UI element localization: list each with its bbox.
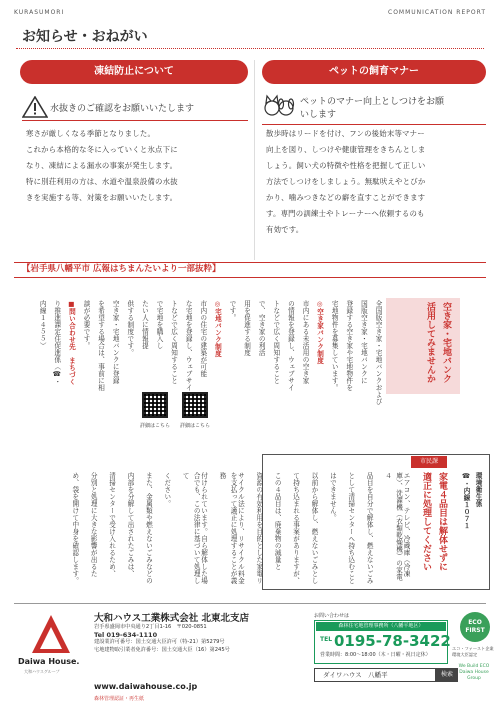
pet-body: 散歩時はリードを付け、フンの後始末等マナー 向上を図り、しつけや健康管理をきちんとしま しょう。飼い犬の特徴や性格を把握して正しい 方法でしつけをしましょう。無駄吠えやとびか かり、噛みつきなどの癖を直すことができます す。専門の訓練士やトレーナーへ依頼するのも 有効です。	[266, 129, 426, 234]
vertical-text-column: 宅地物件を募集しています。	[330, 300, 339, 391]
website-link[interactable]: www.daiwahouse.co.jp	[94, 682, 198, 691]
vertical-text-column: な宅地を登録し、ウェブサイ	[184, 300, 193, 391]
vertical-text-column: 分別と処理に大きな影響が出るた	[89, 472, 98, 577]
vertical-text-column: 市内の住宅の建築が可能	[198, 300, 207, 377]
kaden-heading-2: 適正に処理してください	[421, 472, 431, 571]
pet-subtitle: ペットのマナー向上としつけをお願 いします	[300, 97, 445, 120]
akiya-heading-1: 空き家・宅地バンク	[441, 302, 451, 383]
pet-icon	[262, 92, 296, 120]
contact-band: 森林住宅地管理事務所（八幡平地区）	[316, 622, 446, 631]
search-button[interactable]: 検索	[436, 668, 458, 682]
tel-label: TEL	[320, 636, 333, 643]
frost-body: 寒さが厳しくなる季節となりました。 これから本格的な冬に入っていくと氷点下に なり、凍結による漏水の事案が発生します。 特に別荘利用の方は、水道や温泉設備の水抜 きを実施する等、対策をお願いいたします。	[26, 129, 178, 202]
source-banner: 【岩手県八幡平市 広報はちまんたいより一部抜粋】	[14, 262, 486, 278]
vertical-text-column: め、袋を開けて中身を確認します。	[70, 472, 79, 584]
vertical-text-column: で宅地を購入し	[155, 300, 163, 349]
daiwa-logo-icon	[30, 613, 72, 655]
vertical-text-column: はできません。	[328, 472, 337, 521]
vertical-text-column: です。	[228, 300, 236, 321]
vertical-text-column: 内部を分解して出されたごみは、	[126, 472, 134, 577]
eco-first-badge: ECO FIRST	[460, 612, 490, 642]
vertical-text-column: として清掃センターへ持ち込むこと	[346, 472, 355, 584]
vertical-text-column: 登録する空き家や宅地物件を	[344, 300, 353, 391]
warning-icon	[22, 96, 48, 118]
vertical-text-column: サイクル法により、リサイクル料金	[236, 472, 245, 584]
kaden-badge-1: 環境衛生係	[474, 472, 482, 507]
vertical-text-column: ◎宅地バンク制度	[213, 300, 222, 358]
vertical-text-column: 資源の有効利用を目的とした家電リ	[254, 472, 263, 584]
frost-section-heading: 凍結防止について	[20, 60, 248, 84]
vertical-text-column: また、金属類や燃えないごみなどの	[144, 472, 153, 584]
vertical-text-column: 国版空き家・宅地バンクに	[359, 300, 368, 384]
contact-pre: お問い合わせは	[314, 613, 350, 619]
vertical-text-column: の情報を登録し、ウェブサイ	[286, 300, 295, 391]
vertical-text-column: て持ち込まれる事案がありますが、	[291, 472, 300, 584]
vertical-text-column: で、空き家の利活	[257, 300, 266, 356]
vertical-text-column: り推進課定住促進係（☎・	[52, 300, 61, 386]
page-title: お知らせ・おねがい	[22, 29, 148, 45]
vertical-text-column: 清掃センターで受け入れるため、	[107, 472, 116, 577]
header-left: KURASUMORI	[14, 9, 65, 16]
tel-number[interactable]: 0195-78-3422	[334, 632, 451, 650]
vertical-text-column: ■問い合わせ先 まちづく	[67, 300, 76, 386]
qr-code-akiya[interactable]	[182, 392, 208, 418]
title-divider	[16, 48, 484, 49]
vertical-text-column: 用を促進する制度	[242, 300, 251, 356]
qr-label-takuchi: 詳細はこちら	[140, 423, 171, 429]
vertical-text-column: を支払って適正に処理することが義務	[218, 472, 237, 584]
vertical-text-column: ◎空き家バンク制度	[315, 300, 324, 365]
kaden-tab: 市民課	[411, 456, 447, 468]
footer-divider	[14, 603, 486, 604]
vertical-text-column: エアコン、テレビ、冷蔵庫（冷凍	[402, 472, 410, 577]
vertical-text-column: ください。	[162, 472, 171, 507]
pet-section-heading: ペットの飼育マナー	[262, 60, 486, 84]
vertical-text-column: 品目を自分で解体し、燃えないごみ	[365, 472, 374, 584]
vertical-text-column: トなどで広く周知すること	[271, 300, 280, 384]
vertical-text-column: 付けられています。自ら解体した場	[199, 472, 208, 584]
vertical-text-column: たい人に情報提	[140, 300, 149, 349]
we-build-eco-badge: We Build ECO Daiwa House Group	[458, 664, 490, 681]
vertical-text-column: 空き家・宅地バンクに登録	[111, 300, 120, 384]
vertical-text-column: 供する制度です。	[125, 300, 134, 356]
kaden-heading-1: 家電４品目は解体せずに	[437, 472, 447, 571]
qr-code-takuchi[interactable]	[142, 392, 168, 418]
pet-subtitle-rule	[262, 124, 486, 125]
website-note: 森林管理認証・再生紙	[94, 696, 145, 702]
business-hours: 営業時間：8:00～18:00（木・日曜・祝日定休）	[320, 652, 431, 658]
logo-name: Daiwa House.	[18, 657, 80, 666]
column-divider	[254, 60, 255, 260]
vertical-text-column: 談が必要です。	[82, 300, 90, 349]
vertical-text-column: 市内にある未活用の空き家	[301, 300, 309, 384]
vertical-text-column: 内線１４５５）	[38, 300, 47, 349]
vertical-text-column: 庫）、洗濯機（衣類乾燥機）の家電４	[383, 472, 403, 581]
qr-label-akiya: 詳細はこちら	[180, 423, 211, 429]
akiya-heading-2: 活用してみませんか	[425, 302, 435, 383]
search-input[interactable]: ダイワハウス 八幡平	[314, 668, 436, 682]
vertical-text-column: 以前から解体し、燃えないごみとし	[310, 472, 318, 584]
company-address: 岩手県盛岡市中央通り2丁目1-16 〒020-0851 Tel 019-634-1110 建設業許可番号：国土交通大臣許可（特-21）第5279号 宅地建物取引業者免許番号：国土交通大臣（16）第245号	[94, 624, 230, 653]
vertical-text-column: を希望する場合は、事前に相	[96, 300, 105, 391]
frost-subtitle: 水抜きのご確認をお願いいたします	[50, 104, 195, 114]
frost-subtitle-rule	[22, 120, 248, 121]
vertical-text-column: この４品目は、廃棄物の減量と	[273, 472, 282, 570]
company-name: 大和ハウス工業株式会社 北東北支店	[94, 613, 250, 624]
vertical-text-column: 全国版空き家・宅地バンクおよび	[374, 300, 382, 405]
logo-sub: 大和ハウスグループ	[24, 669, 60, 674]
eco-caption: エコ・ファースト企業 環境大臣認定	[452, 646, 494, 657]
vertical-text-column: 合でも、この法律に基づいて処理して	[181, 472, 201, 584]
vertical-text-column: トなどで広く周知すること	[169, 300, 178, 384]
kaden-badge-2: ☎・内線１０７１	[462, 472, 470, 530]
header-right: COMMUNICATION REPORT	[388, 9, 486, 16]
